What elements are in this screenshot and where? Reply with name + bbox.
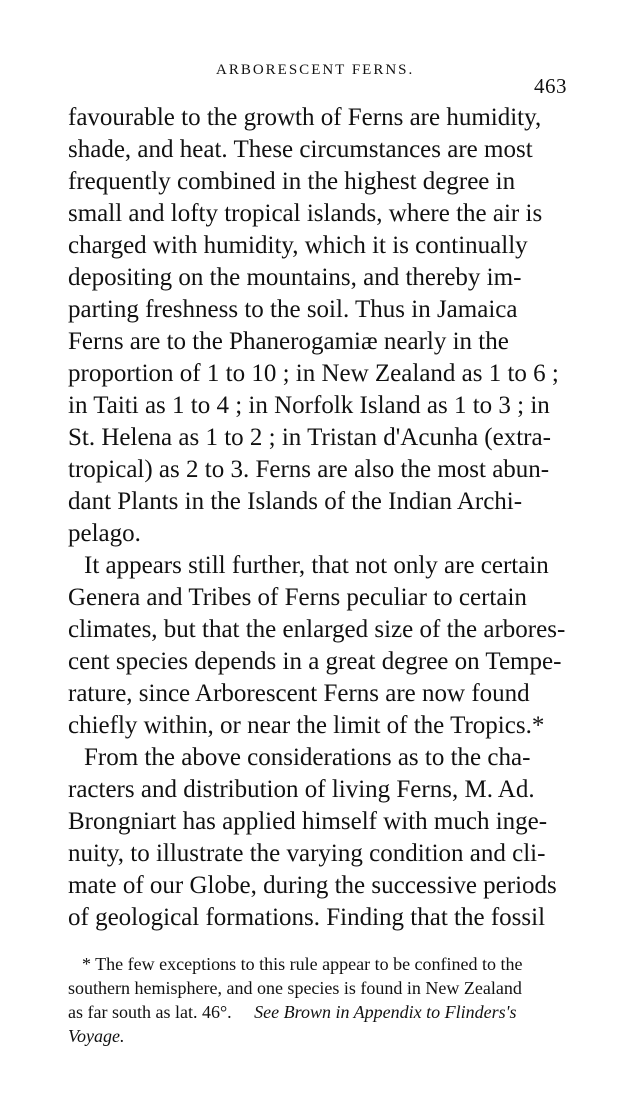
- text-line: nuity, to illustrate the varying condition and cli-: [68, 840, 546, 867]
- footnote-citation: Voyage.: [68, 1026, 125, 1046]
- text-line: in Taiti as 1 to 4 ; in Norfolk Island as 1 to 3 ; in: [68, 392, 550, 419]
- text-line: dant Plants in the Islands of the Indian Archi-: [68, 488, 523, 515]
- text-line: favourable to the growth of Ferns are humidity,: [68, 104, 542, 131]
- text-line: charged with humidity, which it is continually: [68, 232, 528, 259]
- text-line: shade, and heat. These circumstances are most: [68, 136, 533, 163]
- text-line: rature, since Arborescent Ferns are now found: [68, 680, 530, 707]
- footnote-line: [68, 1000, 517, 1024]
- text-line: St. Helena as 1 to 2 ; in Tristan d'Acunha (extra-: [68, 424, 551, 451]
- page-number: 463: [534, 74, 567, 98]
- text-line: Brongniart has applied himself with much inge-: [68, 808, 548, 835]
- text-line: of geological formations. Finding that the fossil: [68, 904, 546, 931]
- running-head: ARBORESCENT FERNS.: [216, 62, 415, 78]
- footnote-citation: See Brown in Appendix to Flinders's: [254, 1002, 517, 1022]
- paragraph-start-line: From the above considerations as to the cha-: [84, 744, 531, 771]
- text-line: parting freshness to the soil. Thus in Jamaica: [68, 296, 518, 323]
- text-line: small and lofty tropical islands, where the air is: [68, 200, 543, 227]
- text-line: chiefly within, or near the limit of the Tropics.*: [68, 712, 545, 739]
- text-line: depositing on the mountains, and thereby im-: [68, 264, 522, 291]
- text-line: mate of our Globe, during the successive periods: [68, 872, 557, 899]
- text-line: cent species depends in a great degree on Tempe-: [68, 648, 562, 675]
- text-line: Ferns are to the Phanerogamiæ nearly in the: [68, 328, 509, 355]
- paragraph-start-line: It appears still further, that not only are certain: [84, 552, 549, 579]
- footnote-line: southern hemisphere, and one species is found in New Zealand: [68, 978, 522, 998]
- text-line: pelago.: [68, 520, 141, 547]
- text-line: tropical) as 2 to 3. Ferns are also the most abun-: [68, 456, 550, 483]
- footnote-text: as far south as lat. 46°.: [68, 1002, 232, 1022]
- text-line: Genera and Tribes of Ferns peculiar to certain: [68, 584, 527, 611]
- text-line: proportion of 1 to 10 ; in New Zealand as 1 to 6 ;: [68, 360, 559, 387]
- footnote-line: * The few exceptions to this rule appear to be confined to the: [82, 954, 523, 974]
- text-line: climates, but that the enlarged size of the arbores-: [68, 616, 566, 643]
- text-line: frequently combined in the highest degree in: [68, 168, 516, 195]
- text-line: racters and distribution of living Ferns, M. Ad.: [68, 776, 535, 803]
